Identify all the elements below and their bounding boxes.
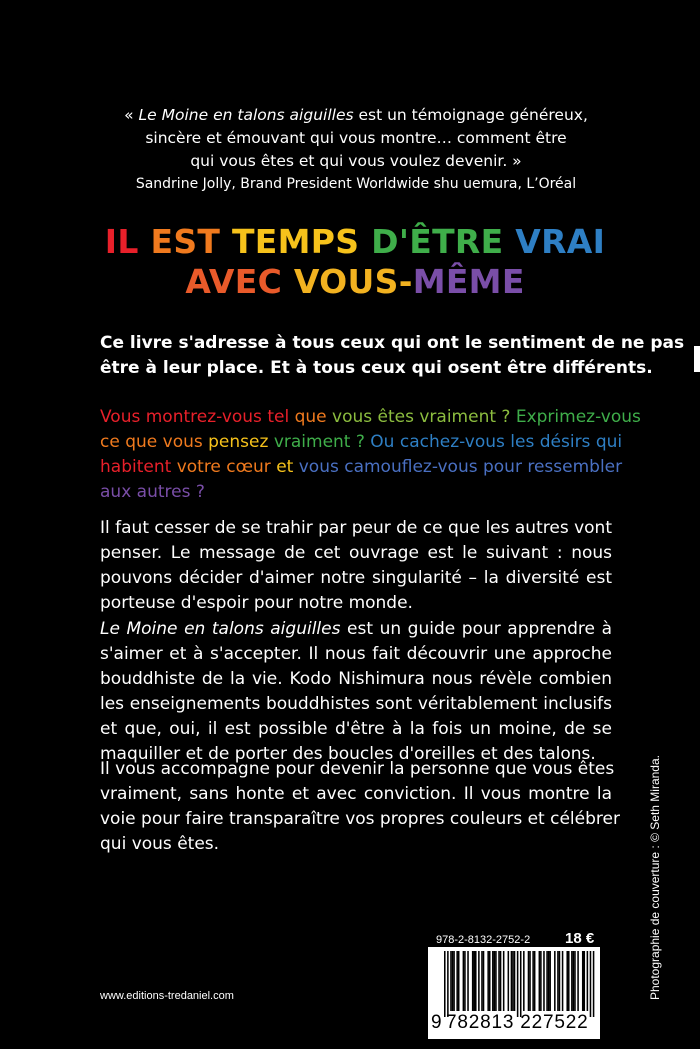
barcode-bar [478,951,480,1011]
barcode-bar [546,951,548,1011]
barcode-bar [489,951,491,1011]
colored-line [100,455,623,480]
barcode-bar [548,951,550,1011]
barcode-bar [517,951,519,1017]
barcode-bar [508,951,510,1011]
barcode-bar [514,951,516,1011]
barcode-bar [463,951,465,1011]
barcode-bar [483,951,485,1011]
paragraph-line: Il faut cesser de se trahir par peur de ce que les autres vont [100,518,612,538]
barcode-bar [467,951,469,1011]
colored-line [100,430,623,455]
barcode-bar [481,951,483,1011]
barcode-bar [453,951,455,1011]
photo-credit: Photographie de couverture : © Seth Miranda. [648,755,662,1000]
barcode-bar [520,951,522,1017]
price: 18 € [565,930,595,947]
endorsement-quote [100,104,612,196]
paragraph-line: penser. Le message de cet ouvrage est le suivant : nous [100,543,612,563]
barcode-bar [447,951,449,1017]
book-title: Le Moine en talons aiguilles [100,619,341,639]
barcode-bar [495,951,497,1011]
barcode-bar [568,951,570,1011]
barcode-bar [549,951,551,1011]
headline-word: EST [150,222,232,261]
paragraph-2 [100,617,612,767]
colored-phrase: pensez [208,432,274,452]
colored-phrase: vous êtes vraiment ? [332,407,516,427]
barcode-bar [593,951,595,1017]
barcode-first-digit: 9 [431,1012,443,1033]
colored-phrase: et [276,457,299,477]
paragraph-line: qui vous êtes. [100,834,220,854]
colored-phrase: ce que vous [100,432,209,452]
paragraph-line: et que, oui, il est possible d'être à la fois un moine, de se [100,719,612,739]
colored-phrase: Vous montrez-vous tel [100,407,295,427]
paragraph-line: pouvons décider d'aimer notre singularité – la diversité est [100,568,612,588]
barcode-bar [492,951,494,1011]
barcode-bar [562,951,564,1011]
paragraph-line: s'aimer et à s'accepter. Il nous fait découvrir une approche [100,644,612,664]
headline [90,222,620,302]
headline-row-1 [90,222,620,262]
colored-phrase: vraiment ? [273,432,371,452]
barcode-bar [458,951,460,1011]
quote-line-1: « Le Moine en talons aiguilles est un témoignage généreux, [124,106,588,124]
barcode-bar [472,951,474,1011]
barcode-bar [473,951,475,1011]
paragraph-line: Le Moine en talons aiguilles est un guide pour apprendre à [100,619,612,639]
barcode-bar [577,951,579,1011]
colored-paragraph [100,405,641,505]
barcode-bar [512,951,514,1011]
colored-phrase: habitent [100,457,177,477]
barcode-bar [500,951,502,1011]
barcode-bar [559,951,561,1011]
headline-word: VRAI [515,222,606,261]
barcode-bar [450,951,452,1011]
barcode-bar [540,951,542,1011]
barcode-bar [574,951,576,1011]
barcode-bar [582,951,584,1011]
colored-phrase: Exprimez-vous [515,407,641,427]
headline-word: IL [104,222,151,261]
paragraph-line: vraiment, sans honte et avec conviction. Il vous montre la [100,784,612,804]
barcode-bar [529,951,531,1011]
publisher-website: www.editions-tredaniel.com [100,990,234,1002]
barcode-bar [590,951,592,1017]
barcode-bar [571,951,573,1011]
barcode-bar [475,951,477,1011]
barcode [428,947,600,1039]
barcode-bar [528,951,530,1011]
barcode-bar [464,951,466,1011]
headline-row-2 [90,262,620,302]
barcode-bar [487,951,489,1011]
quote-author: Sandrine Jolly, Brand President Worldwide shu uemura, L’Oréal [135,176,577,192]
paragraph-line: maquiller et de porter des boucles d'oreilles et des talons. [100,744,596,764]
barcode-rest-digits: 782813 227522 [446,1012,589,1033]
colored-line [100,405,641,430]
barcode-bar [539,951,541,1011]
barcode-bar [566,951,568,1011]
barcode-bar [498,951,500,1011]
paragraph-line: bouddhiste de la vie. Kodo Nishimura nous révèle combien [100,669,612,689]
headline-word: AVEC [185,262,294,301]
barcode-bar [554,951,556,1011]
barcode-bar [573,951,575,1011]
barcode-bar [494,951,496,1011]
edge-mark [694,346,700,372]
colored-phrase: que [294,407,333,427]
headline-word: TEMPS [232,222,372,261]
headline-word: D'ÊTRE [371,222,516,261]
colored-phrase: aux autres ? [100,482,205,502]
barcode-bar [584,951,586,1011]
barcode-bar [534,951,536,1011]
quote-line-3: qui vous êtes et qui vous voulez devenir. » [190,152,522,170]
paragraph-line: voie pour faire transparaître vos propres couleurs et célébrer [100,809,620,829]
paragraph-line: Il vous accompagne pour devenir la personne que vous êtes [100,759,615,779]
barcode-bar [532,951,534,1011]
barcode-bar [452,951,454,1011]
intro-paragraph [100,331,685,381]
colored-phrase: Ou cachez-vous les désirs qui [370,432,623,452]
headline-word: VOUS- [293,262,413,301]
paragraph-1 [100,516,612,616]
barcode-bar [523,951,525,1011]
barcode-bar [444,951,446,1017]
intro-line: être à leur place. Et à tous ceux qui osent être différents. [100,358,653,378]
paragraph-line: les enseignements bouddhistes sont véritablement inclusifs [100,694,612,714]
barcode-bar [543,951,545,1011]
colored-line [100,480,612,505]
barcode-bar [587,951,589,1011]
barcode-bar [503,951,505,1011]
barcode-bar [456,951,458,1011]
isbn-number: 978-2-8132-2752-2 [436,934,531,946]
quote-line-2: sincère et émouvant qui vous montre… comment être [145,129,567,147]
colored-phrase: vous camouflez-vous pour ressembler [298,457,623,477]
headline-word: MÊME [412,262,525,301]
barcode-bar [557,951,559,1011]
colored-phrase: votre cœur [176,457,277,477]
quote-book-title: Le Moine en talons aiguilles [138,106,354,124]
barcode-bar [511,951,513,1011]
paragraph-line: porteuse d'espoir pour notre monde. [100,593,413,613]
paragraph-3 [100,757,620,857]
intro-line: Ce livre s'adresse à tous ceux qui ont le sentiment de ne pas [100,333,685,353]
